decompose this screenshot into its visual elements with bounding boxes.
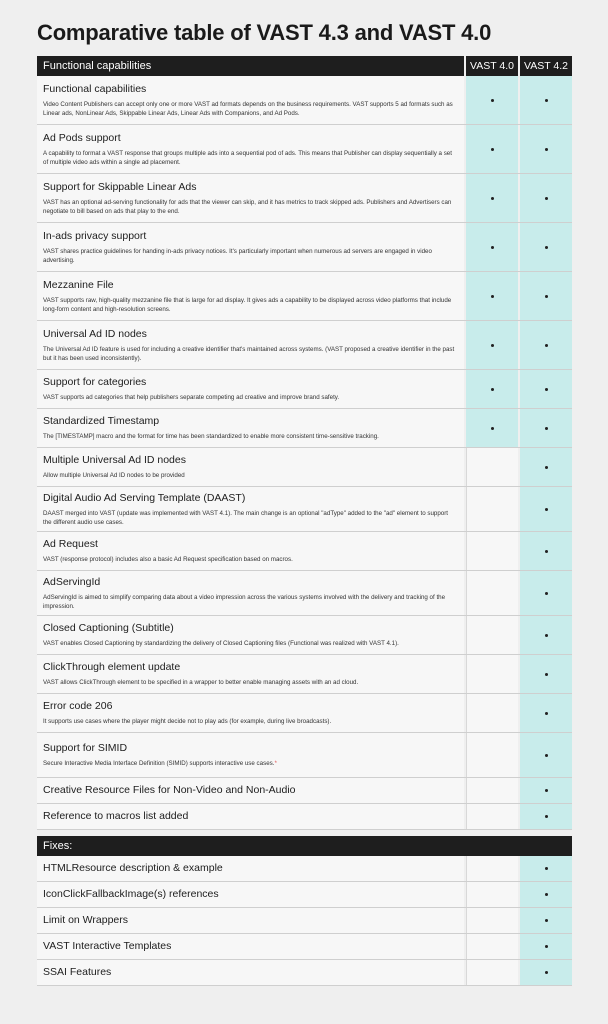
- vast-42-cell: [520, 125, 572, 173]
- vast-40-cell: [466, 694, 518, 732]
- vast-40-cell: [466, 409, 518, 447]
- footnote-star: *: [274, 760, 277, 767]
- vast-40-cell: [466, 934, 518, 959]
- row-title: AdServingId: [43, 575, 101, 588]
- row-text-cell: [37, 616, 464, 654]
- fix-row: [37, 934, 572, 960]
- row-description-text: AdServingId is aimed to simplify comparing data about a video impression across the various systems involved with the delivery and tracking of the impression.: [43, 593, 446, 610]
- vast-40-cell: [466, 616, 518, 654]
- row-description-text: VAST supports ad categories that help publishers separate competing ad creative and improve brand safety.: [43, 394, 340, 401]
- header-capabilities: Functional capabilities: [37, 56, 464, 76]
- check-dot-icon: [491, 246, 494, 249]
- row-title: Functional capabilities: [43, 82, 147, 95]
- row-description: [43, 509, 458, 527]
- row-title: Reference to macros list added: [43, 810, 189, 822]
- vast-42-cell: [520, 882, 572, 907]
- check-dot-icon: [491, 427, 494, 430]
- vast-42-cell: [520, 321, 572, 369]
- row-title: Ad Request: [43, 538, 98, 550]
- check-dot-icon: [545, 246, 548, 249]
- vast-40-cell: [466, 76, 518, 124]
- row-title: IconClickFallbackImage(s) references: [43, 888, 219, 900]
- row-text-cell: [37, 571, 464, 615]
- row-description: [43, 717, 458, 726]
- fix-row: [37, 856, 572, 882]
- check-dot-icon: [545, 344, 548, 347]
- row-text-cell: [37, 804, 464, 829]
- vast-40-cell: [466, 448, 518, 486]
- row-text-cell: [37, 934, 464, 959]
- check-dot-icon: [491, 344, 494, 347]
- vast-42-cell: [520, 778, 572, 803]
- check-dot-icon: [545, 550, 548, 553]
- table-row: [37, 76, 572, 125]
- check-dot-icon: [545, 712, 548, 715]
- fix-row: [37, 882, 572, 908]
- row-description-text: The Universal Ad ID feature is used for including a creative identifier that's maintained across systems. (VAST proposed a creative identifier in the past but it has been used inconsistently).: [43, 345, 455, 362]
- vast-40-cell: [466, 882, 518, 907]
- check-dot-icon: [545, 466, 548, 469]
- check-dot-icon: [545, 945, 548, 948]
- vast-42-cell: [520, 934, 572, 959]
- row-description-text: The [TIMESTAMP] macro and the format for time has been standardized to enable more consistent time-sensitive tracking.: [43, 433, 379, 440]
- row-text-cell: [37, 370, 464, 408]
- fix-row: [37, 908, 572, 934]
- row-description: [43, 593, 458, 611]
- table-row: [37, 125, 572, 174]
- vast-40-cell: [466, 571, 518, 615]
- row-text-cell: [37, 272, 464, 320]
- row-text-cell: [37, 778, 464, 803]
- row-text-cell: [37, 125, 464, 173]
- vast-42-cell: [520, 616, 572, 654]
- vast-40-cell: [466, 960, 518, 985]
- vast-42-cell: [520, 487, 572, 531]
- row-description-text: VAST enables Closed Captioning by standardizing the delivery of Closed Captioning files (Functional was realized with VAST 4.1).: [43, 640, 399, 647]
- row-description: [43, 100, 458, 118]
- row-title: Closed Captioning (Subtitle): [43, 622, 174, 634]
- vast-42-cell: [520, 370, 572, 408]
- row-text-cell: [37, 733, 464, 777]
- row-description: [43, 678, 458, 687]
- row-description: [43, 345, 458, 363]
- vast-42-cell: [520, 532, 572, 570]
- vast-42-cell: [520, 223, 572, 271]
- row-description-text: It supports use cases where the player might decide not to play ads (for example, during live broadcasts).: [43, 718, 332, 725]
- row-description: [43, 471, 458, 480]
- header-vast-40: VAST 4.0: [466, 56, 518, 76]
- row-title: In-ads privacy support: [43, 229, 147, 242]
- check-dot-icon: [545, 673, 548, 676]
- table-body: [37, 76, 572, 830]
- row-text-cell: [37, 882, 464, 907]
- row-description: [43, 432, 458, 441]
- row-description: [43, 149, 458, 167]
- row-title: Support for SIMID: [43, 742, 128, 754]
- row-description: [43, 759, 458, 768]
- check-dot-icon: [545, 971, 548, 974]
- vast-42-cell: [520, 694, 572, 732]
- row-title: Universal Ad ID nodes: [43, 327, 147, 340]
- vast-42-cell: [520, 76, 572, 124]
- vast-40-cell: [466, 223, 518, 271]
- check-dot-icon: [545, 148, 548, 151]
- fix-row: [37, 960, 572, 986]
- check-dot-icon: [545, 919, 548, 922]
- row-description: [43, 639, 458, 648]
- row-title: HTMLResource description & example: [43, 862, 223, 874]
- table-row: [37, 571, 572, 616]
- row-description: [43, 247, 458, 265]
- row-text-cell: [37, 960, 464, 985]
- table-row: [37, 409, 572, 448]
- vast-40-cell: [466, 532, 518, 570]
- table-row: [37, 778, 572, 804]
- row-description-text: Video Content Publishers can accept only one or more VAST ad formats depends on the business requirements. VAST supports 5 ad formats such as Linear ads, NonLinear Ads, Skippable Linear Ads, Linear Ads with Companions, and Ad Pods.: [43, 100, 453, 117]
- row-text-cell: [37, 487, 464, 531]
- row-text-cell: [37, 908, 464, 933]
- vast-40-cell: [466, 125, 518, 173]
- vast-40-cell: [466, 733, 518, 777]
- vast-42-cell: [520, 960, 572, 985]
- row-description: [43, 393, 458, 402]
- table-row: [37, 321, 572, 370]
- row-description-text: VAST has an optional ad-serving functionality for ads that the viewer can skip, and it has metrics to track skipped ads. Publishers and Advertisers can negotiate to bill based on ads that play to the end.: [43, 198, 452, 215]
- row-text-cell: [37, 655, 464, 693]
- vast-42-cell: [520, 409, 572, 447]
- row-title: Error code 206: [43, 700, 113, 712]
- table-row: [37, 616, 572, 655]
- row-title: ClickThrough element update: [43, 661, 181, 673]
- vast-40-cell: [466, 778, 518, 803]
- vast-40-cell: [466, 487, 518, 531]
- check-dot-icon: [545, 99, 548, 102]
- row-description-text: VAST shares practice guidelines for handing in-ads privacy notices. It's particularly important when numerous ad servers are engaged in video advertising.: [43, 247, 432, 264]
- row-description-text: Allow multiple Universal Ad ID nodes to be provided: [43, 472, 185, 479]
- vast-42-cell: [520, 174, 572, 222]
- row-title: Digital Audio Ad Serving Template (DAAST): [43, 491, 246, 504]
- vast-40-cell: [466, 655, 518, 693]
- row-description-text: DAAST merged into VAST (update was implemented with VAST 4.1). The main change is an optional "adType" added to the "ad" element to support the different audio use cases.: [43, 509, 449, 526]
- check-dot-icon: [545, 388, 548, 391]
- table-row: [37, 655, 572, 694]
- row-title: VAST Interactive Templates: [43, 940, 172, 952]
- table-row: [37, 370, 572, 409]
- table-row: [37, 487, 572, 532]
- page-title: Comparative table of VAST 4.3 and VAST 4.0: [37, 20, 492, 45]
- check-dot-icon: [491, 388, 494, 391]
- vast-42-cell: [520, 448, 572, 486]
- header-vast-42: VAST 4.2: [520, 56, 572, 76]
- row-title: Limit on Wrappers: [43, 914, 129, 926]
- check-dot-icon: [545, 295, 548, 298]
- row-title: Mezzanine File: [43, 278, 114, 291]
- vast-42-cell: [520, 571, 572, 615]
- check-dot-icon: [545, 592, 548, 595]
- check-dot-icon: [491, 148, 494, 151]
- check-dot-icon: [545, 867, 548, 870]
- check-dot-icon: [545, 815, 548, 818]
- vast-42-cell: [520, 272, 572, 320]
- table-header: [37, 56, 572, 76]
- vast-40-cell: [466, 272, 518, 320]
- vast-40-cell: [466, 804, 518, 829]
- row-title: Support for categories: [43, 376, 147, 388]
- vast-40-cell: [466, 370, 518, 408]
- vast-40-cell: [466, 908, 518, 933]
- row-description: [43, 296, 458, 314]
- vast-42-cell: [520, 908, 572, 933]
- table-row: [37, 448, 572, 487]
- row-title: Ad Pods support: [43, 131, 121, 144]
- table-row: [37, 174, 572, 223]
- vast-42-cell: [520, 655, 572, 693]
- table-row: [37, 272, 572, 321]
- row-text-cell: [37, 856, 464, 881]
- check-dot-icon: [545, 893, 548, 896]
- row-description-text: VAST allows ClickThrough element to be specified in a wrapper to better enable managing assets with an ad cloud.: [43, 679, 359, 686]
- check-dot-icon: [545, 427, 548, 430]
- table-row: [37, 804, 572, 830]
- table-row: [37, 223, 572, 272]
- row-text-cell: [37, 532, 464, 570]
- vast-40-cell: [466, 856, 518, 881]
- vast-40-cell: [466, 321, 518, 369]
- check-dot-icon: [491, 295, 494, 298]
- row-description-text: A capability to format a VAST response that groups multiple ads into a sequential pod of ads. This means that Publisher can display sequentially a set of multiple video ads within a single ad placement.: [43, 149, 452, 166]
- vast-42-cell: [520, 804, 572, 829]
- vast-40-cell: [466, 174, 518, 222]
- vast-42-cell: [520, 856, 572, 881]
- row-title: SSAI Features: [43, 966, 112, 978]
- row-title: Support for Skippable Linear Ads: [43, 180, 197, 193]
- check-dot-icon: [545, 789, 548, 792]
- row-description: [43, 555, 458, 564]
- table-row: [37, 733, 572, 778]
- row-text-cell: [37, 76, 464, 124]
- row-text-cell: [37, 448, 464, 486]
- check-dot-icon: [545, 508, 548, 511]
- table-row: [37, 694, 572, 733]
- row-title: Standardized Timestamp: [43, 415, 160, 427]
- row-text-cell: [37, 409, 464, 447]
- row-text-cell: [37, 321, 464, 369]
- row-description-text: VAST (response protocol) includes also a basic Ad Request specification based on macros.: [43, 556, 293, 563]
- check-dot-icon: [491, 99, 494, 102]
- table-row: [37, 532, 572, 571]
- row-title: Multiple Universal Ad ID nodes: [43, 454, 186, 466]
- check-dot-icon: [545, 197, 548, 200]
- row-text-cell: [37, 694, 464, 732]
- check-dot-icon: [491, 197, 494, 200]
- vast-42-cell: [520, 733, 572, 777]
- row-title: Creative Resource Files for Non-Video and Non-Audio: [43, 784, 296, 796]
- row-description-text: Secure Interactive Media Interface Definition (SIMID) supports interactive use cases.: [43, 760, 275, 767]
- row-description: [43, 198, 458, 216]
- comparison-table: [37, 56, 572, 986]
- fixes-body: [37, 856, 572, 986]
- row-description-text: VAST supports raw, high-quality mezzanine file that is large for ad display. It gives ads a capability to be displayed across video platforms that include long-form content and high-resolution screens.: [43, 296, 452, 313]
- row-text-cell: [37, 223, 464, 271]
- row-text-cell: [37, 174, 464, 222]
- fixes-header: Fixes:: [37, 836, 572, 856]
- check-dot-icon: [545, 754, 548, 757]
- check-dot-icon: [545, 634, 548, 637]
